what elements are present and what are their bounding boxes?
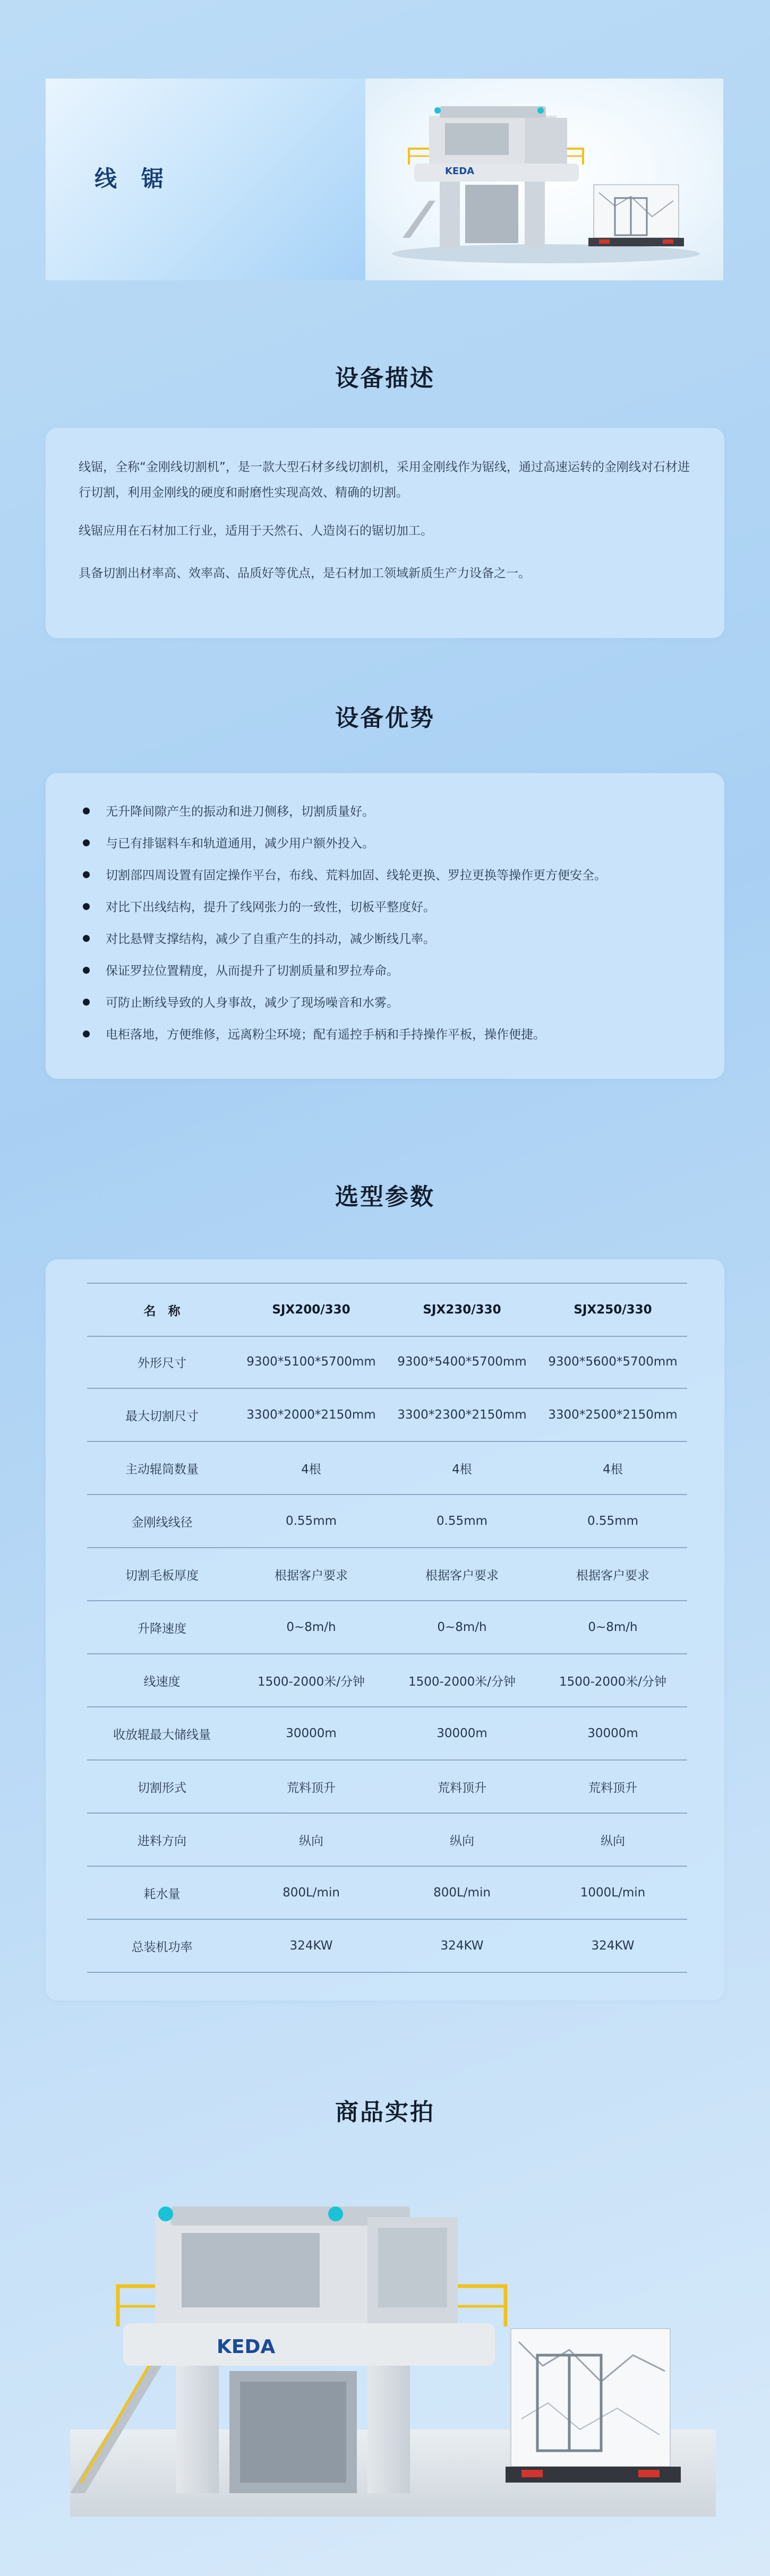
row-value: 4根	[301, 1462, 321, 1476]
row-value: 根据客户要求	[275, 1568, 348, 1583]
row-value: 荒料顶升	[438, 1781, 486, 1795]
header-cell: SJX230/330	[423, 1303, 501, 1317]
row-value: 荒料顶升	[588, 1781, 637, 1795]
row-value: 3300*2300*2150mm	[397, 1408, 527, 1422]
bullet-icon	[83, 999, 90, 1006]
bullet-icon	[83, 967, 90, 974]
row-value: 800L/min	[433, 1886, 491, 1900]
hero-title-panel	[46, 79, 365, 280]
table-row	[87, 1442, 687, 1495]
header-cell: SJX200/330	[272, 1303, 350, 1317]
row-value: 荒料顶升	[287, 1781, 336, 1795]
table-row	[87, 1548, 687, 1601]
row-value: 纵向	[450, 1834, 474, 1848]
row-value: 9300*5400*5700mm	[397, 1355, 527, 1369]
row-value: 纵向	[299, 1834, 323, 1848]
description-paragraph: 具备切割出材率高、效率高、品质好等优点，是石材加工领域新质生产力设备之一。	[79, 566, 531, 580]
row-label: 金刚线线径	[131, 1515, 193, 1530]
advantage-item: 对比悬臂支撑结构，减少了自重产生的抖动，减少断线几率。	[83, 931, 435, 947]
row-label: 主动辊筒数量	[125, 1462, 199, 1476]
row-value: 324KW	[440, 1939, 484, 1953]
row-label: 总装机功率	[131, 1940, 193, 1954]
advantage-item: 切割部四周设置有固定操作平台，布线、荒料加固、线轮更换、罗拉更换等操作更方便安全。	[83, 868, 606, 883]
row-value: 0~8m/h	[588, 1620, 638, 1634]
row-label: 耗水量	[143, 1887, 181, 1901]
row-value: 4根	[452, 1462, 472, 1476]
section-title-advantages: 设备优势	[335, 705, 435, 732]
svg-text:KEDA: KEDA	[445, 166, 475, 177]
row-value: 9300*5100*5700mm	[246, 1355, 376, 1369]
row-value: 0.55mm	[285, 1514, 337, 1528]
header-cell: SJX250/330	[574, 1303, 652, 1317]
params-header-row	[87, 1283, 687, 1337]
description-paragraph: 线锯，全称“金刚线切割机”，是一款大型石材多线切割机，采用金刚线作为锯线，通过高速运转的金刚线对石材进行切割，利用金刚线的硬度和耐磨性实现高效、精确的切割。	[79, 460, 690, 500]
description-paragraph: 线锯应用在石材加工行业，适用于天然石、人造岗石的锯切加工。	[79, 524, 433, 538]
row-value: 3300*2500*2150mm	[548, 1408, 678, 1422]
hero-title: 线 锯	[95, 166, 165, 192]
bullet-icon	[83, 808, 90, 814]
advantages-card	[46, 773, 724, 1079]
row-value: 30000m	[437, 1727, 487, 1740]
row-label: 外形尺寸	[138, 1356, 186, 1370]
row-label: 最大切割尺寸	[125, 1409, 199, 1423]
row-value: 0.55mm	[587, 1514, 639, 1528]
row-value: 800L/min	[283, 1886, 340, 1900]
section-title-description: 设备描述	[335, 365, 435, 392]
row-label: 线速度	[143, 1675, 181, 1689]
brand-logo: KEDA	[217, 2336, 276, 2358]
row-value: 0.55mm	[436, 1514, 488, 1528]
row-value: 1500-2000米/分钟	[559, 1675, 667, 1689]
row-value: 30000m	[587, 1727, 638, 1740]
section-title-photo: 商品实拍	[335, 2099, 435, 2126]
header-cell: 名 称	[143, 1304, 181, 1318]
bullet-icon	[83, 935, 90, 942]
hero-machine-image	[365, 79, 723, 280]
table-row	[87, 1814, 687, 1867]
table-row	[87, 1336, 687, 1389]
wire-saw-machine-illustration	[365, 79, 723, 280]
row-label: 升降速度	[138, 1621, 186, 1636]
advantage-item: 无升降间隙产生的振动和进刀侧移，切割质量好。	[83, 804, 374, 820]
table-row	[87, 1601, 687, 1654]
table-row	[87, 1654, 687, 1707]
table-row	[87, 1389, 687, 1442]
row-value: 根据客户要求	[425, 1568, 499, 1583]
row-value: 9300*5600*5700mm	[548, 1355, 678, 1369]
section-title-params: 选型参数	[335, 1183, 435, 1210]
table-row	[87, 1495, 687, 1548]
table-row	[87, 1761, 687, 1814]
description-card	[46, 428, 724, 638]
row-value: 324KW	[289, 1939, 333, 1953]
advantage-item: 对比下出线结构，提升了线网张力的一致性，切板平整度好。	[83, 899, 435, 915]
row-value: 3300*2000*2150mm	[246, 1408, 376, 1422]
bullet-icon	[83, 839, 90, 846]
advantage-item: 可防止断线导致的人身事故，减少了现场噪音和水雾。	[83, 995, 399, 1011]
advantage-item: 电柜落地，方便维修，远离粉尘环境；配有遥控手柄和手持操作平板，操作便捷。	[83, 1027, 545, 1043]
row-value: 1500-2000米/分钟	[408, 1675, 516, 1689]
row-value: 30000m	[286, 1727, 337, 1740]
bullet-icon	[83, 903, 90, 910]
bullet-icon	[83, 1031, 90, 1037]
row-label: 收放辊最大储线量	[113, 1728, 211, 1742]
row-value: 1500-2000米/分钟	[257, 1675, 365, 1689]
row-value: 纵向	[601, 1834, 625, 1848]
row-label: 进料方向	[138, 1834, 186, 1848]
row-label: 切割形式	[138, 1781, 186, 1795]
hero-banner	[46, 79, 723, 280]
table-row	[87, 1707, 687, 1761]
advantage-item: 保证罗拉位置精度，从而提升了切割质量和罗拉寿命。	[83, 963, 399, 979]
table-row	[87, 1920, 687, 1973]
row-value: 根据客户要求	[576, 1568, 649, 1583]
bullet-icon	[83, 871, 90, 878]
product-photo	[70, 2196, 716, 2517]
row-value: 4根	[603, 1462, 623, 1476]
row-value: 1000L/min	[580, 1886, 646, 1900]
advantage-item: 与已有排锯料车和轨道通用，减少用户额外投入。	[83, 836, 374, 852]
row-value: 0~8m/h	[286, 1620, 336, 1634]
row-label: 切割毛板厚度	[125, 1568, 199, 1583]
row-value: 0~8m/h	[437, 1620, 487, 1634]
row-value: 324KW	[591, 1939, 635, 1953]
params-card	[46, 1259, 724, 2000]
table-row	[87, 1867, 687, 1920]
wire-saw-photo-illustration	[70, 2196, 716, 2517]
